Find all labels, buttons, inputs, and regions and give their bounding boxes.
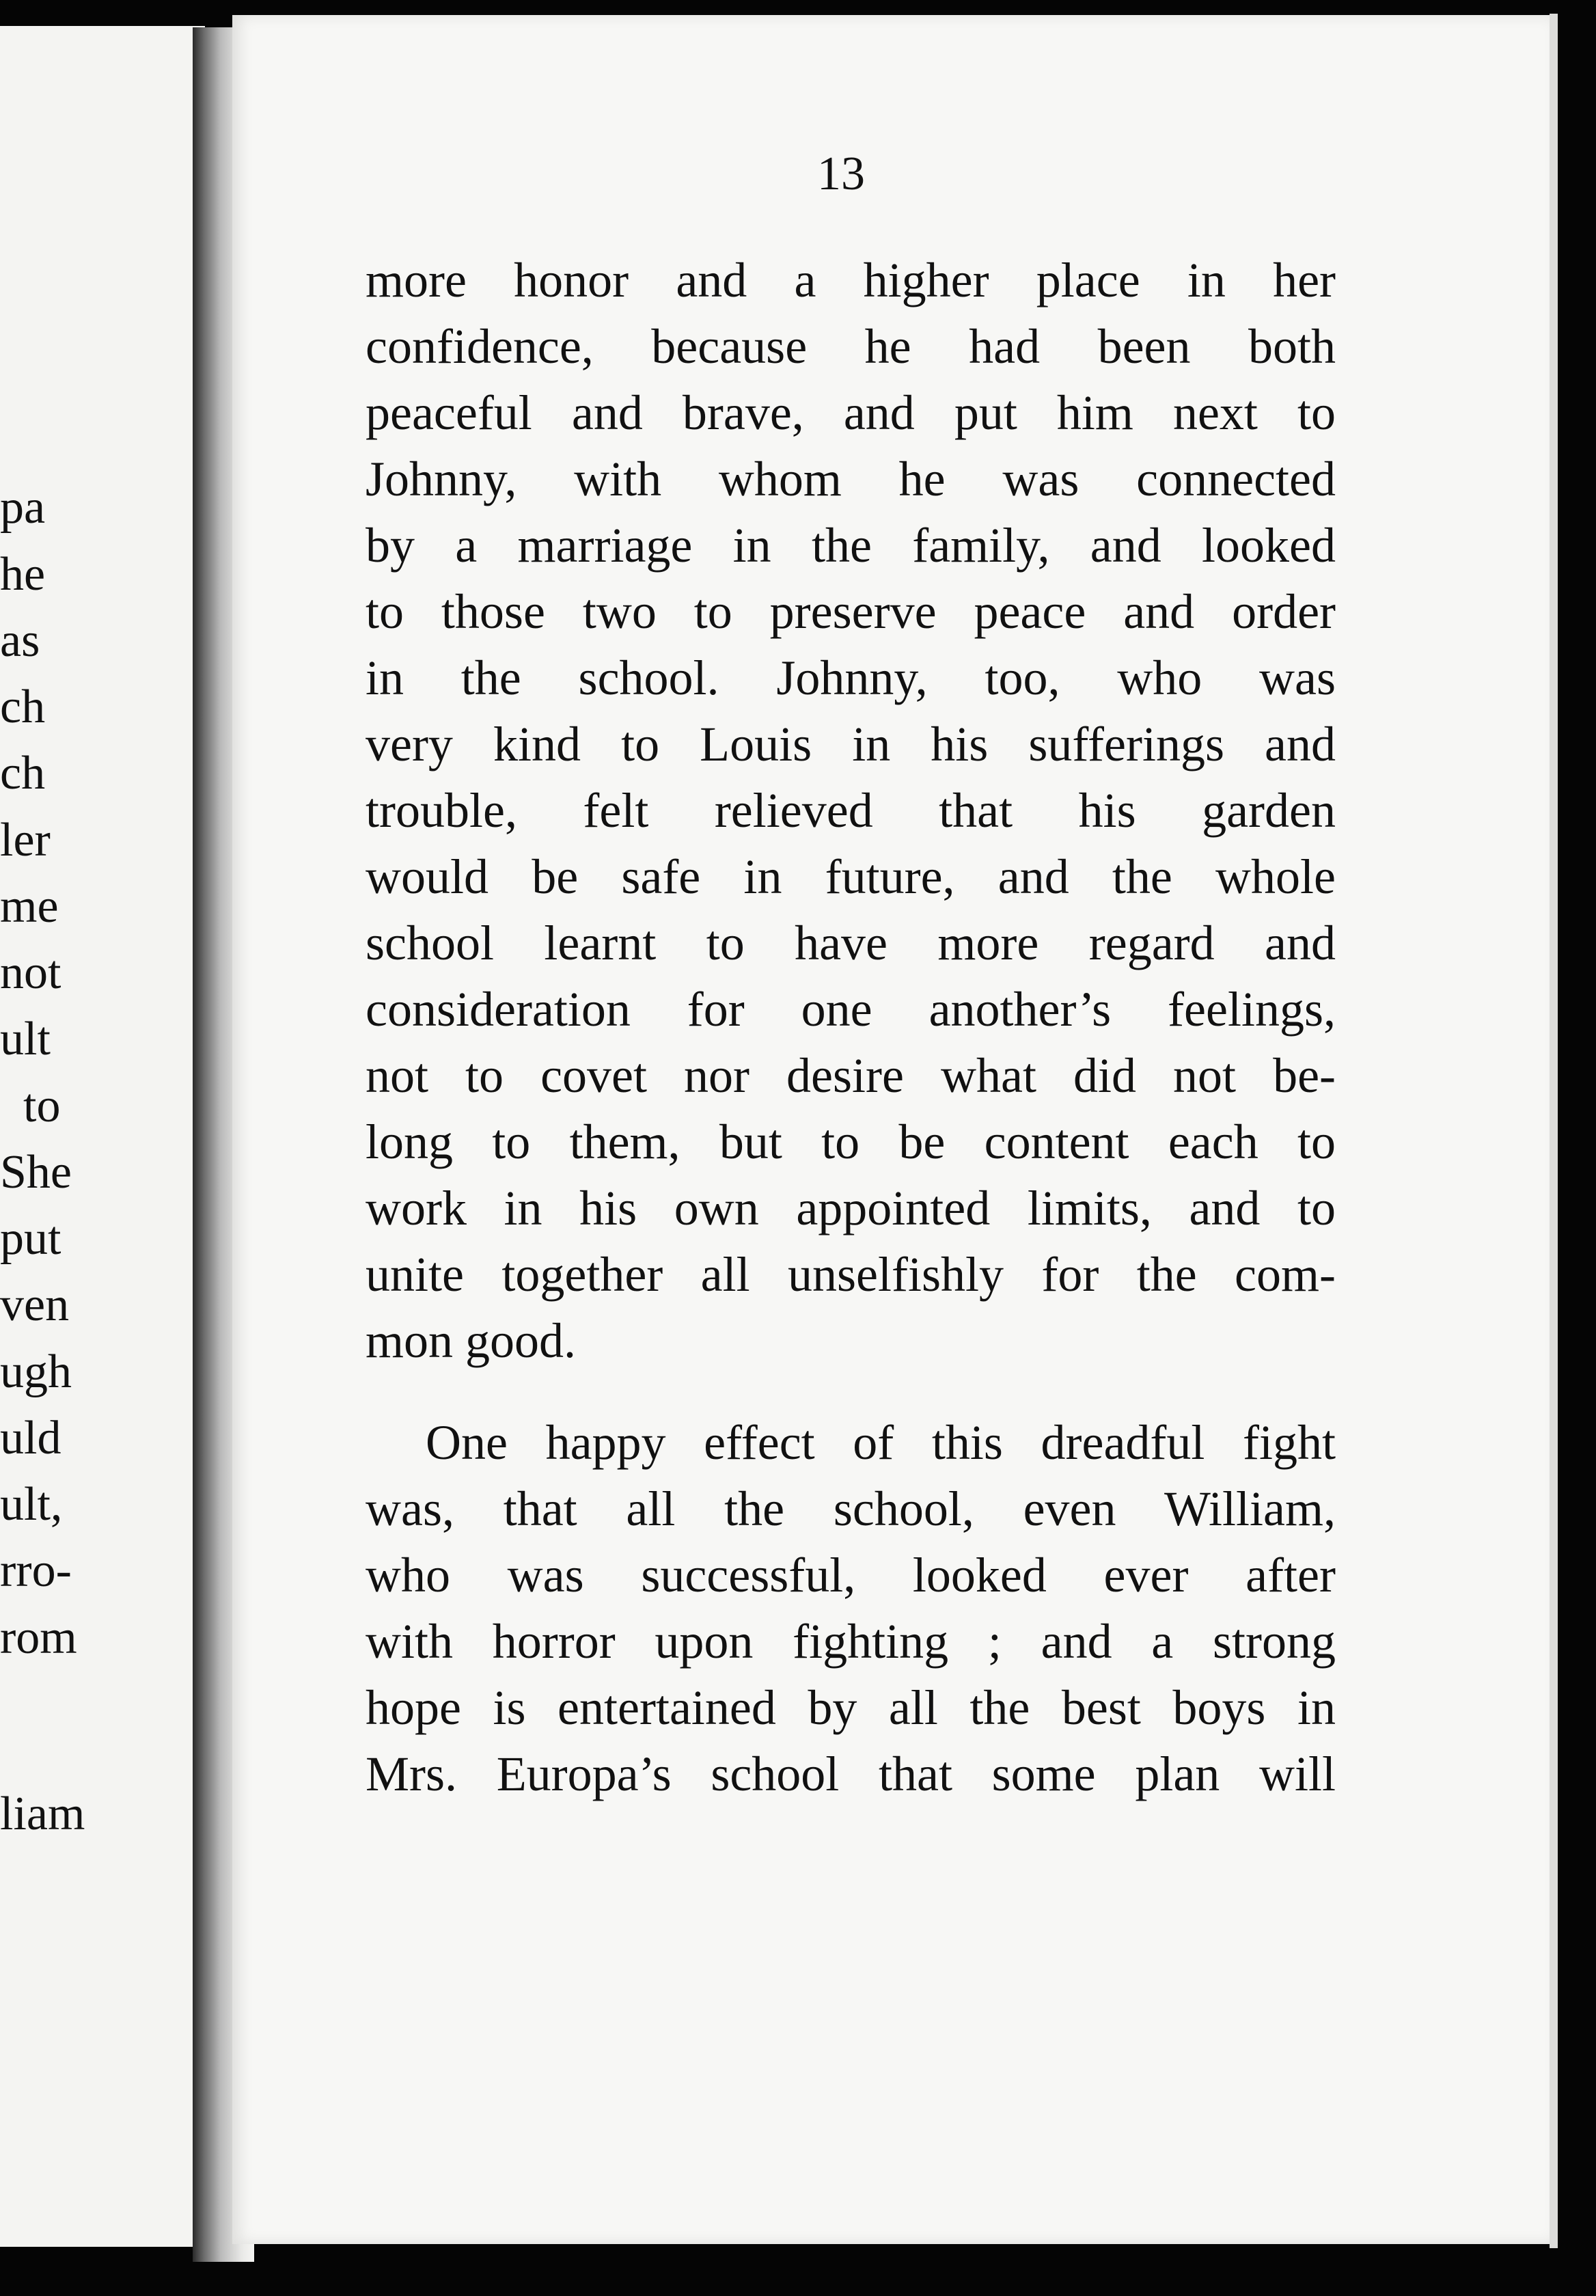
left-page-fragment: uld	[0, 1412, 61, 1464]
left-page-fragment: rom	[0, 1611, 77, 1664]
text-line: trouble, felt relieved that his garden	[366, 783, 1336, 838]
left-page-fragment: as	[0, 614, 40, 667]
left-page-fragment: ler	[0, 814, 51, 866]
left-page-fragment: ult	[0, 1013, 51, 1065]
text-line: to those two to preserve peace and order	[366, 584, 1336, 639]
text-line: mon good.	[366, 1313, 577, 1368]
paragraph-spacer	[366, 1374, 1336, 1410]
left-page-fragment: pa	[0, 481, 46, 534]
left-page-fragment: he	[0, 548, 46, 601]
text-line: Johnny, with whom he was connected	[366, 452, 1336, 506]
left-page-fragment: not	[0, 946, 61, 999]
text-line: Mrs. Europa’s school that some plan will	[366, 1747, 1336, 1801]
text-line: with horror upon fighting ; and a strong	[366, 1614, 1336, 1669]
left-page-fragment: ugh	[0, 1345, 72, 1398]
page-number: 13	[817, 148, 865, 200]
left-page-fragment: ult,	[0, 1478, 63, 1531]
left-page-fragment: She	[0, 1146, 72, 1199]
right-page-edge	[1550, 14, 1558, 2248]
left-page-fragment: ch	[0, 747, 46, 800]
page-body-text	[366, 247, 1336, 1807]
text-line: in the school. Johnny, too, who was	[366, 651, 1336, 705]
text-line: unite together all unselfishly for the com-	[366, 1247, 1336, 1302]
left-page-fragment: ven	[0, 1279, 70, 1331]
left-page-fragment: put	[0, 1212, 61, 1265]
text-line: would be safe in future, and the whole	[366, 849, 1336, 904]
left-page-fragment: ch	[0, 681, 46, 733]
text-line: school learnt to have more regard and	[366, 916, 1336, 970]
text-line: long to them, but to be content each to	[366, 1115, 1336, 1169]
text-line: hope is entertained by all the best boys in	[366, 1680, 1336, 1735]
text-line: by a marriage in the family, and looked	[366, 518, 1336, 573]
left-page-fragment: liam	[0, 1788, 85, 1840]
text-line: not to covet nor desire what did not be-	[366, 1048, 1336, 1103]
left-page-fragment: to	[23, 1080, 61, 1132]
left-page-edge	[0, 26, 205, 2247]
text-line: more honor and a higher place in her	[366, 253, 1336, 308]
text-line: consideration for one another’s feelings,	[366, 982, 1336, 1037]
text-line: confidence, because he had been both	[366, 319, 1336, 374]
text-line: was, that all the school, even William,	[366, 1481, 1336, 1536]
text-line: peaceful and brave, and put him next to	[366, 385, 1336, 440]
paragraph-2	[366, 1410, 1336, 1807]
text-line: very kind to Louis in his sufferings and	[366, 717, 1336, 771]
text-line: One happy effect of this dreadful fight	[426, 1415, 1336, 1470]
text-line: work in his own appointed limits, and to	[366, 1181, 1336, 1235]
left-page-fragment: rro-	[0, 1544, 72, 1597]
left-page-fragment: me	[0, 880, 59, 933]
text-line: who was successful, looked ever after	[366, 1548, 1336, 1602]
paragraph-1	[366, 247, 1336, 1374]
